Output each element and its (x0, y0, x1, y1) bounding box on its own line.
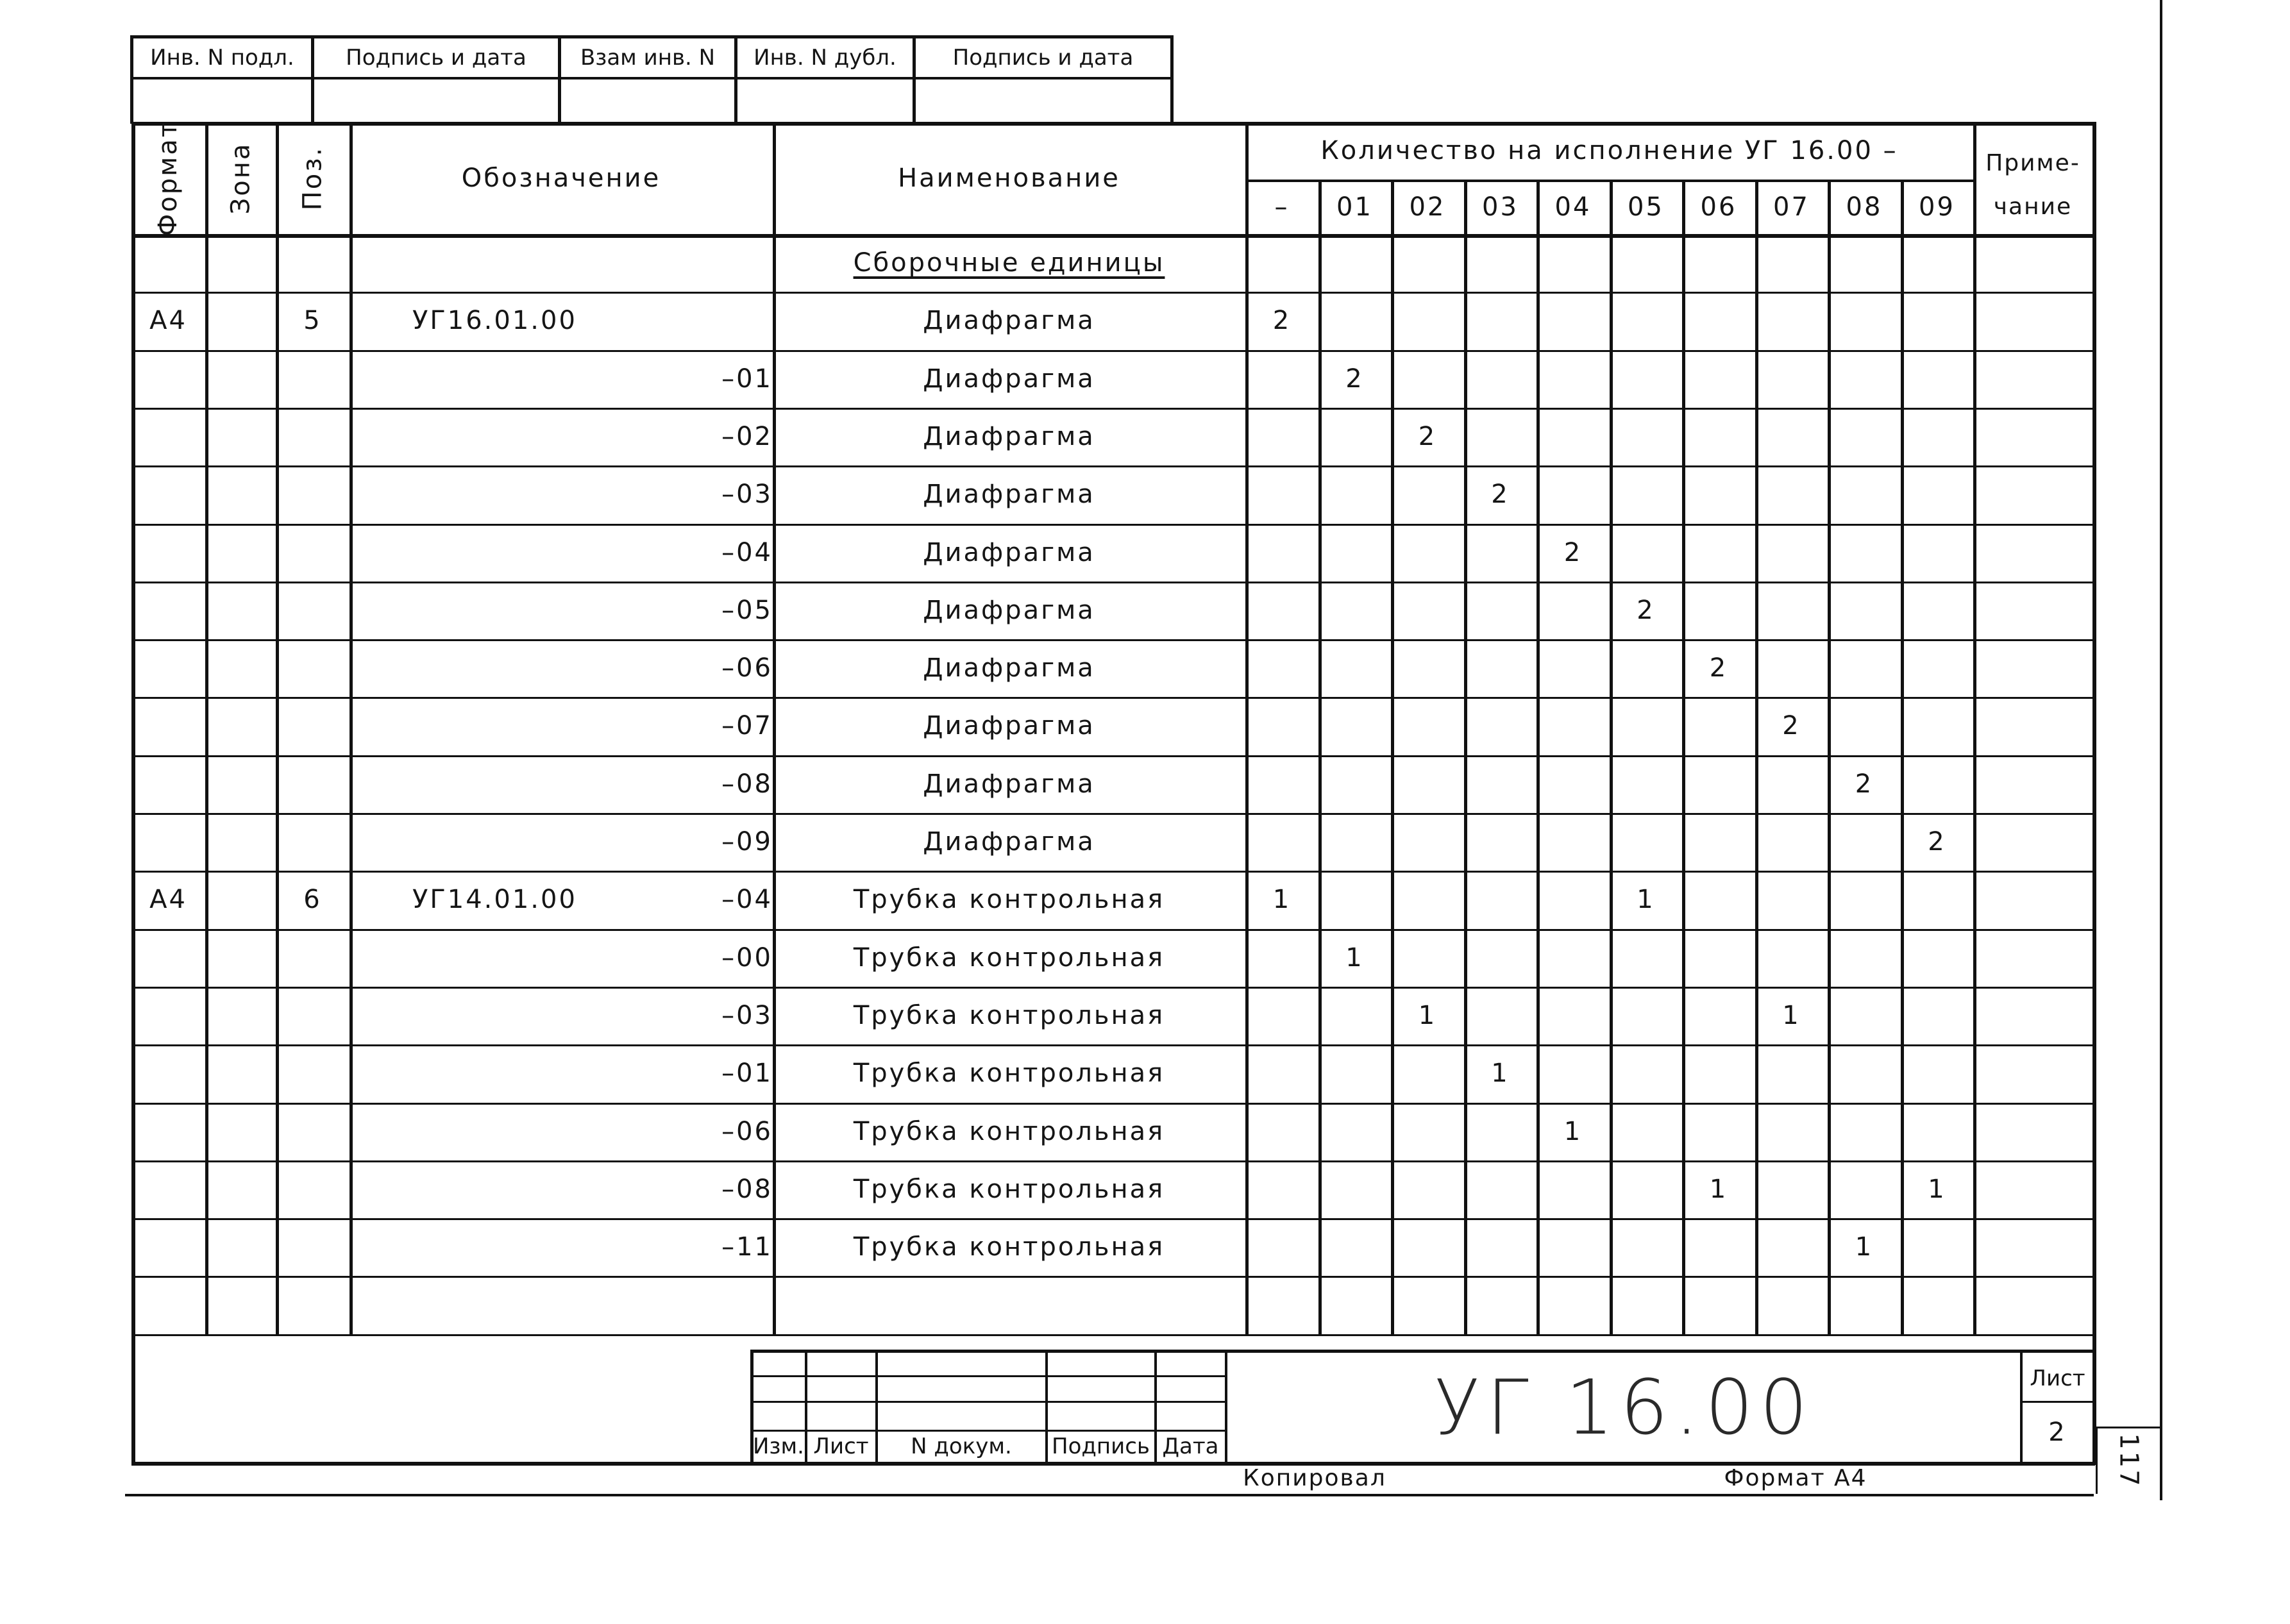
row-qty-05: 1 (1637, 885, 1655, 914)
rev-label-4: Дата (1162, 1434, 1219, 1459)
qty-column-divider (1973, 122, 1976, 1334)
row-qty-–: 1 (1272, 885, 1292, 914)
stamp-label-4: Подпись и дата (952, 45, 1134, 71)
column-divider (205, 122, 208, 1334)
row-pos: 5 (303, 306, 322, 335)
row-designation: УГ16.01.00 (412, 306, 577, 335)
row-qty-07: 2 (1782, 711, 1801, 741)
stamp-divider (1170, 35, 1174, 124)
row-qty-08: 1 (1855, 1232, 1874, 1262)
row-suffix: –02 (721, 422, 773, 451)
header-variant-2: 02 (1409, 192, 1446, 222)
header-format (131, 122, 205, 234)
row-name: Трубка контрольная (853, 1001, 1165, 1030)
row-name: Трубка контрольная (853, 1117, 1165, 1146)
row-qty-01: 1 (1345, 943, 1364, 973)
row-name: Диафрагма (923, 827, 1095, 857)
rev-row-divider (750, 1375, 1225, 1377)
row-qty-04: 1 (1563, 1117, 1583, 1146)
row-name: Диафрагма (923, 422, 1095, 451)
row-qty-06: 2 (1709, 653, 1728, 683)
row-name: Трубка контрольная (853, 1175, 1165, 1204)
header-variant-3: 03 (1482, 192, 1519, 222)
header-quantity: Количество на исполнение УГ 16.00 – (1320, 136, 1898, 165)
row-name: Диафрагма (923, 596, 1095, 625)
row-divider (131, 1334, 2095, 1336)
page-number-box-left (2096, 1427, 2098, 1494)
header-note-top: Приме- (1985, 150, 2080, 176)
rev-label-0: Изм. (753, 1434, 804, 1459)
rev-label-3: Подпись (1052, 1434, 1150, 1459)
section-title: Сборочные единицы (853, 248, 1165, 278)
sheet-number: 2 (2048, 1418, 2067, 1447)
row-suffix: –00 (721, 943, 773, 973)
row-name: Диафрагма (923, 364, 1095, 394)
row-suffix: –01 (721, 1059, 773, 1088)
row-suffix: –06 (721, 1117, 773, 1146)
row-suffix: –08 (721, 769, 773, 799)
row-name: Трубка контрольная (853, 943, 1165, 973)
row-suffix: –07 (721, 711, 773, 741)
row-divider (131, 1276, 2095, 1278)
page-number (2098, 1428, 2160, 1493)
row-format: А4 (149, 306, 187, 335)
page-number-text: 117 (2114, 1433, 2144, 1488)
row-suffix: –03 (721, 480, 773, 509)
row-name: Диафрагма (923, 480, 1095, 509)
row-qty-09: 1 (1928, 1175, 1946, 1204)
header-format-text: Формат (153, 120, 183, 236)
stamp-mid-border (130, 77, 1172, 80)
row-qty-09: 2 (1928, 827, 1946, 857)
header-note-bottom: чание (1993, 193, 2073, 220)
header-variant-5: 05 (1628, 192, 1664, 222)
row-qty-–: 2 (1272, 306, 1292, 335)
header-variant-6: 06 (1700, 192, 1737, 222)
sheet-label: Лист (2030, 1366, 2085, 1391)
row-suffix: –05 (721, 596, 773, 625)
header-variant-4: 04 (1554, 192, 1592, 222)
row-suffix: –06 (721, 653, 773, 683)
column-divider (349, 122, 353, 1334)
row-suffix: –09 (721, 827, 773, 857)
row-suffix: –11 (721, 1232, 773, 1262)
row-name: Трубка контрольная (853, 1232, 1165, 1262)
row-qty-07: 1 (1782, 1001, 1801, 1030)
bottom-rule (125, 1494, 2094, 1496)
right-margin-line (2160, 0, 2162, 1500)
row-qty-06: 1 (1709, 1175, 1728, 1204)
row-qty-02: 2 (1418, 422, 1437, 451)
document-code: УГ 16.00 (1434, 1363, 1814, 1452)
row-designation: УГ14.01.00 (412, 885, 577, 914)
copied-label: Копировал (1243, 1465, 1386, 1491)
row-suffix: –08 (721, 1175, 773, 1204)
header-variant-1: 01 (1336, 192, 1373, 222)
format-label: Формат А4 (1724, 1465, 1867, 1491)
row-name: Диафрагма (923, 653, 1095, 683)
header-variant-0: – (1274, 192, 1290, 222)
stamp-label-0: Инв. N подл. (150, 45, 294, 71)
header-pos-text: Поз. (298, 146, 328, 210)
header-pos (276, 122, 349, 234)
row-qty-02: 1 (1418, 1001, 1437, 1030)
row-qty-08: 2 (1855, 769, 1874, 799)
row-name: Трубка контрольная (853, 885, 1165, 914)
row-name: Диафрагма (923, 769, 1095, 799)
row-qty-03: 2 (1491, 480, 1510, 509)
row-suffix: –03 (721, 1001, 773, 1030)
table-right-border (2092, 122, 2096, 1465)
stamp-label-2: Взам инв. N (580, 45, 716, 71)
header-variant-9: 09 (1919, 192, 1955, 222)
row-name: Диафрагма (923, 306, 1095, 335)
row-suffix: –04 (721, 538, 773, 567)
row-suffix: –01 (721, 364, 773, 394)
row-name: Диафрагма (923, 711, 1095, 741)
rev-label-2: N докум. (911, 1434, 1012, 1459)
rev-label-1: Лист (813, 1434, 869, 1459)
header-variant-7: 07 (1773, 192, 1810, 222)
rev-divider (1225, 1350, 1227, 1462)
row-pos: 6 (303, 885, 322, 914)
stamp-label-3: Инв. N дубл. (754, 45, 897, 71)
row-qty-04: 2 (1563, 538, 1583, 567)
header-name: Наименование (898, 163, 1120, 193)
row-qty-01: 2 (1345, 364, 1364, 394)
rev-row-divider (750, 1401, 1225, 1403)
row-qty-05: 2 (1637, 596, 1655, 625)
row-format: А4 (149, 885, 187, 914)
stamp-label-1: Подпись и дата (346, 45, 526, 71)
header-zone-text: Зона (226, 142, 255, 214)
row-name: Диафрагма (923, 538, 1095, 567)
header-variant-8: 08 (1846, 192, 1883, 222)
row-suffix: –04 (721, 885, 773, 914)
row-name: Трубка контрольная (853, 1059, 1165, 1088)
header-designation: Обозначение (461, 163, 661, 193)
row-qty-03: 1 (1491, 1059, 1510, 1088)
header-zone (205, 122, 276, 234)
